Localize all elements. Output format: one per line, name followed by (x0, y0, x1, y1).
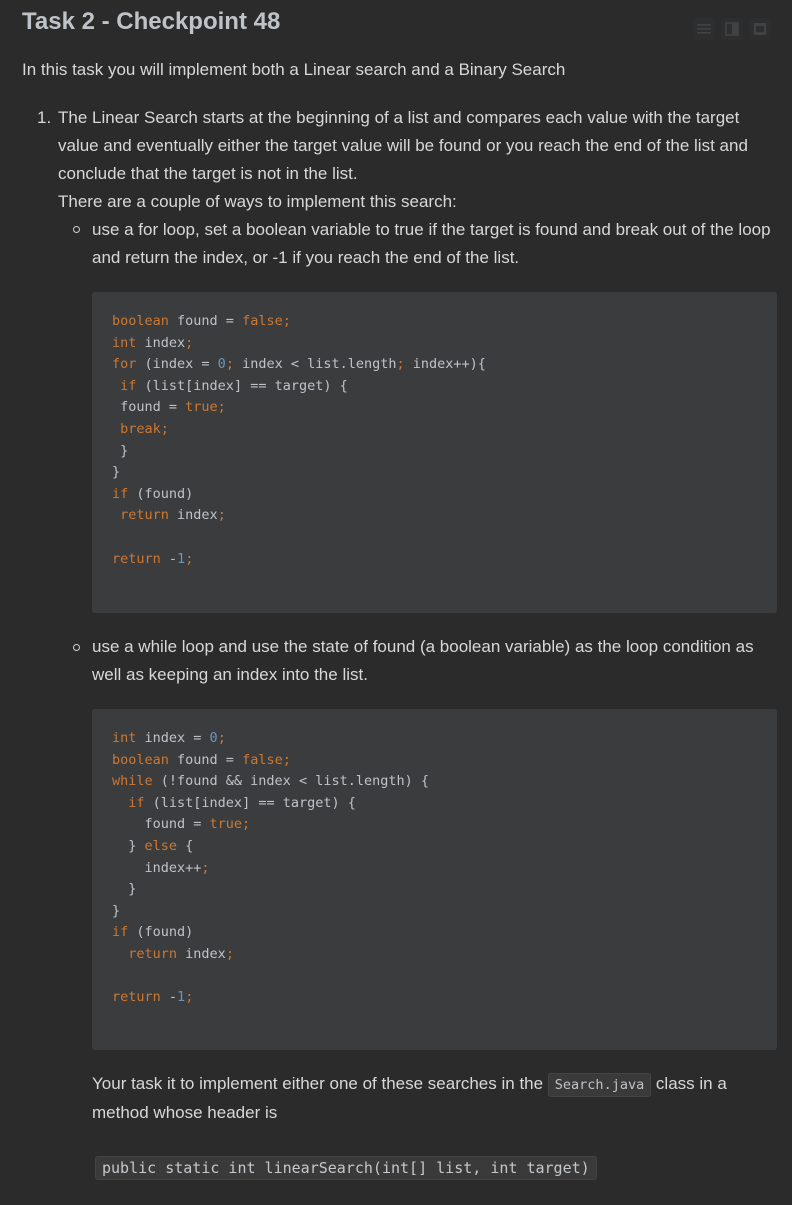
code-line: boolean found = false; (112, 751, 291, 768)
split-view-icon[interactable] (721, 18, 743, 40)
code-block-for-loop (92, 292, 777, 613)
code-block-while-loop (92, 709, 777, 1050)
code-line: found = true; (112, 816, 251, 833)
code-line: return index; (120, 507, 226, 524)
code-line: boolean found = false; (112, 313, 291, 329)
bullet-for-loop: use a for loop, set a boolean variable to true if the target is found and break out of the loop and return the index, or -1 if you reach the end of the list. (92, 220, 771, 267)
bullet-while-loop: use a while loop and use the state of found (a boolean variable) as the loop condition as well as keeping an index into the list. (92, 637, 754, 684)
bullet-icon (73, 644, 80, 651)
code-line: } (112, 902, 121, 919)
intro-text: In this task you will implement both a Linear search and a Binary Search (22, 60, 566, 79)
code-line: int index = 0; (112, 730, 226, 746)
list-number: 1. (37, 108, 52, 127)
preview-icon[interactable] (749, 18, 771, 40)
editor-toolbar (693, 18, 771, 40)
code-line: return -1; (112, 989, 194, 1006)
task-text-before: Your task it to implement either one of these searches in the (92, 1074, 548, 1093)
task-text-after: class in a method whose header is (92, 1074, 727, 1122)
code-line (112, 966, 757, 988)
code-line: } (112, 881, 137, 898)
linear-search-description: The Linear Search starts at the beginning of a list and compares each value with the target value and eventually either the target value will be found or you reach the end of the list and conclude that the target is not in the list. (58, 108, 748, 183)
code-line: if (list[index] == target) { (128, 794, 356, 811)
code-line: if (list[index] == target) { (120, 377, 348, 394)
code-line: found = true; (112, 399, 226, 416)
task-text (92, 1070, 782, 1127)
code-line: } else { (112, 837, 194, 854)
list-item-text (58, 104, 783, 216)
code-line: if (found) (112, 924, 194, 941)
inline-code-filename: Search.java (548, 1073, 651, 1097)
code-line: if (found) (112, 485, 194, 502)
code-line: for (index = 0; index < list.length; index++){ (112, 356, 486, 373)
code-line: break; (120, 420, 169, 437)
code-line: int index; (112, 334, 194, 351)
code-line: return -1; (112, 550, 194, 567)
list-icon[interactable] (693, 18, 715, 40)
ways-intro: There are a couple of ways to implement this search: (58, 192, 457, 211)
code-line (112, 527, 757, 549)
code-line: } (112, 442, 129, 459)
code-line: while (!found && index < list.length) { (112, 773, 429, 790)
code-line: return index; (128, 945, 234, 962)
method-signature: public static int linearSearch(int[] list, int target) (95, 1156, 597, 1180)
code-line: } (112, 464, 121, 481)
page-title: Task 2 - Checkpoint 48 (22, 8, 281, 35)
bullet-icon (73, 226, 80, 233)
code-line: index++; (112, 859, 210, 876)
